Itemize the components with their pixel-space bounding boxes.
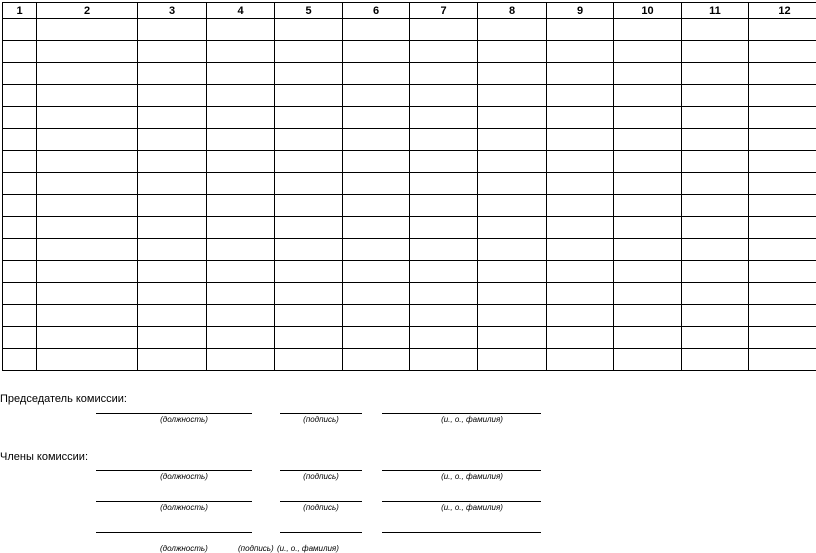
table-cell[interactable] [478,195,547,217]
table-cell[interactable] [275,129,343,151]
member-1-signature-caption: (подпись) [303,472,339,481]
table-cell[interactable] [3,173,37,195]
table-cell[interactable] [37,195,138,217]
table-cell[interactable] [749,151,816,173]
table-row [3,239,816,261]
table-cell[interactable] [749,261,816,283]
table-cell[interactable] [138,195,207,217]
table-row [3,305,816,327]
table-cell[interactable] [138,305,207,327]
table-cell[interactable] [37,19,138,41]
table-cell[interactable] [207,327,275,349]
table-cell[interactable] [3,85,37,107]
table-cell[interactable] [207,63,275,85]
table-cell[interactable] [478,63,547,85]
table-cell[interactable] [410,107,478,129]
table-cell[interactable] [478,129,547,151]
column-header-2: 2 [37,3,138,19]
table-cell[interactable] [410,283,478,305]
member-1-name-line[interactable] [382,470,541,471]
table-cell[interactable] [682,195,749,217]
table-cell[interactable] [614,239,682,261]
table-cell[interactable] [275,327,343,349]
column-header-6: 6 [343,3,410,19]
table-cell[interactable] [547,129,614,151]
table-cell[interactable] [749,63,816,85]
table-cell[interactable] [410,217,478,239]
table-cell[interactable] [138,41,207,63]
table-cell[interactable] [547,327,614,349]
table-cell[interactable] [275,151,343,173]
table-cell[interactable] [3,19,37,41]
table-cell[interactable] [37,305,138,327]
table-cell[interactable] [614,283,682,305]
table-cell[interactable] [614,129,682,151]
table-cell[interactable] [478,85,547,107]
table-cell[interactable] [207,41,275,63]
table-cell[interactable] [547,283,614,305]
table-cell[interactable] [478,41,547,63]
table-cell[interactable] [478,261,547,283]
table-cell[interactable] [682,327,749,349]
table-cell[interactable] [207,19,275,41]
table-cell[interactable] [410,63,478,85]
table-cell[interactable] [343,107,410,129]
table-cell[interactable] [343,349,410,371]
table-cell[interactable] [37,41,138,63]
table-row [3,129,816,151]
table-cell[interactable] [749,107,816,129]
table-cell[interactable] [3,283,37,305]
table-cell[interactable] [614,349,682,371]
table-cell[interactable] [275,217,343,239]
table-cell[interactable] [343,327,410,349]
table-cell[interactable] [614,107,682,129]
table-cell[interactable] [614,173,682,195]
table-cell[interactable] [547,63,614,85]
table-cell[interactable] [275,107,343,129]
table-cell[interactable] [37,217,138,239]
table-cell[interactable] [3,327,37,349]
table-cell[interactable] [547,261,614,283]
table-cell[interactable] [343,195,410,217]
table-cell[interactable] [614,85,682,107]
chairman-label: Председатель комиссии: [0,393,127,405]
table-row [3,63,816,85]
table-cell[interactable] [37,173,138,195]
member-3-name-caption: (и., о., фамилия) [277,544,339,553]
table-cell[interactable] [682,283,749,305]
member-3-position-line[interactable] [96,532,252,533]
table-cell[interactable] [478,217,547,239]
table-cell[interactable] [37,239,138,261]
members-label: Члены комиссии: [0,451,89,463]
table-cell[interactable] [275,41,343,63]
commission-table [2,2,816,371]
table-cell[interactable] [410,173,478,195]
table-cell[interactable] [3,107,37,129]
table-cell[interactable] [614,41,682,63]
chairman-position-line[interactable] [96,413,252,414]
table-cell[interactable] [410,305,478,327]
chairman-position-caption: (должность) [160,415,208,424]
table-cell[interactable] [343,305,410,327]
table-cell[interactable] [138,129,207,151]
table-cell[interactable] [547,349,614,371]
table-row [3,327,816,349]
table-cell[interactable] [207,305,275,327]
table-cell[interactable] [275,261,343,283]
table-row [3,195,816,217]
table-cell[interactable] [37,327,138,349]
member-1-position-caption: (должность) [160,472,208,481]
table-cell[interactable] [614,217,682,239]
table-cell[interactable] [3,195,37,217]
table-cell[interactable] [138,151,207,173]
table-cell[interactable] [3,63,37,85]
table-cell[interactable] [275,19,343,41]
table-cell[interactable] [3,261,37,283]
table-cell[interactable] [138,173,207,195]
table-cell[interactable] [207,195,275,217]
table-cell[interactable] [410,239,478,261]
column-header-9: 9 [547,3,614,19]
table-cell[interactable] [749,195,816,217]
table-cell[interactable] [207,283,275,305]
table-cell[interactable] [478,173,547,195]
table-cell[interactable] [207,349,275,371]
table-cell[interactable] [3,305,37,327]
table-cell[interactable] [547,173,614,195]
table-cell[interactable] [138,217,207,239]
table-cell[interactable] [614,305,682,327]
table-cell[interactable] [749,173,816,195]
table-cell[interactable] [207,173,275,195]
table-row [3,19,816,41]
table-cell[interactable] [3,41,37,63]
column-header-11: 11 [682,3,749,19]
table-cell[interactable] [682,173,749,195]
table-cell[interactable] [410,19,478,41]
table-cell[interactable] [749,327,816,349]
table-cell[interactable] [3,349,37,371]
table-cell[interactable] [3,151,37,173]
table-cell[interactable] [207,217,275,239]
table-cell[interactable] [3,217,37,239]
member-3-name-line[interactable] [382,532,541,533]
column-header-1: 1 [3,3,37,19]
table-cell[interactable] [138,19,207,41]
member-1-name-caption: (и., о., фамилия) [441,472,503,481]
table-cell[interactable] [478,305,547,327]
table-cell[interactable] [37,261,138,283]
member-3-signature-line[interactable] [280,532,362,533]
table-cell[interactable] [749,349,816,371]
member-2-signature-line[interactable] [280,501,362,502]
table-cell[interactable] [682,305,749,327]
table-cell[interactable] [275,63,343,85]
table-cell[interactable] [37,129,138,151]
table-cell[interactable] [37,107,138,129]
table-cell[interactable] [682,41,749,63]
table-cell[interactable] [614,261,682,283]
table-cell[interactable] [138,85,207,107]
table-cell[interactable] [343,261,410,283]
table-cell[interactable] [138,63,207,85]
member-1-signature-line[interactable] [280,470,362,471]
column-header-8: 8 [478,3,547,19]
table-cell[interactable] [410,349,478,371]
column-header-7: 7 [410,3,478,19]
column-header-4: 4 [207,3,275,19]
table-cell[interactable] [410,85,478,107]
table-cell[interactable] [275,283,343,305]
header-row [3,3,816,19]
table-cell[interactable] [682,239,749,261]
table-cell[interactable] [275,239,343,261]
table-cell[interactable] [207,151,275,173]
column-header-5: 5 [275,3,343,19]
table-cell[interactable] [275,349,343,371]
table-cell[interactable] [410,195,478,217]
table-cell[interactable] [3,129,37,151]
table-cell[interactable] [749,41,816,63]
table-cell[interactable] [682,349,749,371]
table-cell[interactable] [682,85,749,107]
table-cell[interactable] [138,349,207,371]
table-cell[interactable] [478,327,547,349]
table-cell[interactable] [138,239,207,261]
table-cell[interactable] [343,239,410,261]
table-cell[interactable] [343,217,410,239]
member-2-position-line[interactable] [96,501,252,502]
table-cell[interactable] [410,151,478,173]
table-cell[interactable] [275,195,343,217]
member-2-position-caption: (должность) [160,503,208,512]
table-cell[interactable] [275,305,343,327]
table-cell[interactable] [478,283,547,305]
table-cell[interactable] [614,151,682,173]
member-3-position-caption: (должность) [160,544,208,553]
table-cell[interactable] [343,63,410,85]
table-cell[interactable] [410,327,478,349]
table-cell[interactable] [614,195,682,217]
table-row [3,283,816,305]
table-cell[interactable] [410,261,478,283]
table-cell[interactable] [749,239,816,261]
table-cell[interactable] [343,129,410,151]
table-cell[interactable] [682,151,749,173]
table-cell[interactable] [343,19,410,41]
table-cell[interactable] [138,261,207,283]
table-cell[interactable] [37,349,138,371]
table-cell[interactable] [682,63,749,85]
table-cell[interactable] [275,85,343,107]
table-row [3,349,816,371]
table-cell[interactable] [749,217,816,239]
table-cell[interactable] [138,283,207,305]
table-cell[interactable] [343,151,410,173]
table-cell[interactable] [37,151,138,173]
member-2-signature-caption: (подпись) [303,503,339,512]
table-cell[interactable] [478,349,547,371]
table-cell[interactable] [682,261,749,283]
table-cell[interactable] [207,107,275,129]
table-cell[interactable] [547,239,614,261]
member-2-name-line[interactable] [382,501,541,502]
column-header-10: 10 [614,3,682,19]
table-cell[interactable] [614,327,682,349]
table-row [3,217,816,239]
table-row [3,151,816,173]
table-cell[interactable] [478,151,547,173]
table-cell[interactable] [207,129,275,151]
table-cell[interactable] [749,85,816,107]
table-cell[interactable] [343,85,410,107]
table-cell[interactable] [207,261,275,283]
chairman-name-caption: (и., о., фамилия) [441,415,503,424]
table-cell[interactable] [478,107,547,129]
table-cell[interactable] [343,173,410,195]
table-cell[interactable] [207,239,275,261]
table-cell[interactable] [410,129,478,151]
table-row [3,85,816,107]
table-cell[interactable] [37,63,138,85]
table-row [3,107,816,129]
chairman-signature-caption: (подпись) [303,415,339,424]
table-cell[interactable] [138,327,207,349]
table-cell[interactable] [547,217,614,239]
table-cell[interactable] [343,283,410,305]
table-cell[interactable] [478,19,547,41]
table-cell[interactable] [682,107,749,129]
member-1-position-line[interactable] [96,470,252,471]
table-cell[interactable] [749,129,816,151]
table-cell[interactable] [547,305,614,327]
table-cell[interactable] [343,41,410,63]
table-cell[interactable] [207,85,275,107]
table-cell[interactable] [749,283,816,305]
table-cell[interactable] [478,239,547,261]
table-cell[interactable] [275,173,343,195]
table-cell[interactable] [614,19,682,41]
table-row [3,41,816,63]
table-body [3,19,816,371]
table-cell[interactable] [547,19,614,41]
table-row [3,173,816,195]
table-cell[interactable] [682,19,749,41]
member-2-name-caption: (и., о., фамилия) [441,503,503,512]
table-cell[interactable] [410,41,478,63]
table-cell[interactable] [37,283,138,305]
table-cell[interactable] [682,129,749,151]
column-header-3: 3 [138,3,207,19]
table-row [3,261,816,283]
table-cell[interactable] [547,151,614,173]
chairman-signature-line[interactable] [280,413,362,414]
member-3-signature-caption: (подпись) [238,544,274,553]
table-cell[interactable] [749,19,816,41]
table-cell[interactable] [138,107,207,129]
column-header-12: 12 [749,3,816,19]
table-cell[interactable] [3,239,37,261]
table-cell[interactable] [614,63,682,85]
table-cell[interactable] [547,85,614,107]
table-cell[interactable] [547,41,614,63]
table-cell[interactable] [547,195,614,217]
table-cell[interactable] [547,107,614,129]
table-cell[interactable] [749,305,816,327]
table-cell[interactable] [682,217,749,239]
table-cell[interactable] [37,85,138,107]
chairman-name-line[interactable] [382,413,541,414]
